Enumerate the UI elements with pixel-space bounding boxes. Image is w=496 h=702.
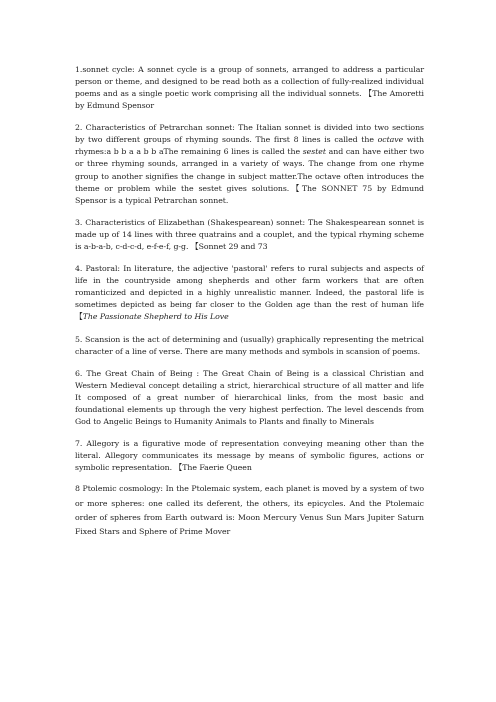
text-segment: 7. Allegory is a figurative mode of representation conveying meaning other than the literal. Allegory communicates its message by means of symbolic figures, actions or symbolic representation. 【The Faerie Queen xyxy=(75,439,424,473)
paragraph-scansion xyxy=(75,334,424,358)
text-segment: 2. Characteristics of Petrarchan sonnet: The Italian sonnet is divided into two sections by two different groups of rhyming sounds. The first 8 lines is called the xyxy=(75,123,424,145)
paragraph-pastoral xyxy=(75,263,424,323)
paragraph-ptolemic-cosmology xyxy=(75,482,424,539)
text-segment: 3. Characteristics of Elizabethan (Shakespearean) sonnet: The Shakespearean sonnet is made up of 14 lines with three quatrains and a couplet, and the typical rhyming scheme is a-b-a-b, c-d-c-d, e-f-e-f, g-g. 【Sonnet 29 and 73 xyxy=(75,217,424,252)
paragraph-sonnet-cycle xyxy=(75,64,424,112)
paragraph-allegory xyxy=(75,438,424,474)
italic-term-sestet: sestet xyxy=(302,147,326,157)
italic-term-octave: octave xyxy=(377,135,404,145)
text-segment: 4. Pastoral: In literature, the adjective 'pastoral' refers to rural subjects and aspects of life in the countryside among shepherds and other farm workers that are often romanticized and depicted in a highly unrealistic manner. Indeed, the pastoral life is sometimes depicted as being far closer to the Golden age than the rest of human life【 xyxy=(75,264,424,322)
paragraph-great-chain-of-being xyxy=(75,368,424,428)
text-segment: 1.sonnet cycle: A sonnet cycle is a group of sonnets, arranged to address a particular person or theme, and designed to be read both as a collection of fully-realized individual poems and as a single poetic work comprising all the individual sonnets. 【The Amoretti by Edmund Spensor xyxy=(75,64,424,111)
italic-title-passionate-shepherd: The Passionate Shepherd to His Love xyxy=(82,312,229,322)
text-segment: with rhymes:a b b a a b b aThe remaining 6 lines is called the xyxy=(75,135,424,157)
text-segment: 8 Ptolemic cosmology: In the Ptolemaic system, each planet is moved by a system of two or more spheres: one called its deferent, the others, its epicycles. And the Ptolemaic order of spheres from Earth outward is: Moon Mercury Venus Sun Mars Jupiter Saturn Fixed Stars and Sphere of Prime Mover xyxy=(75,484,424,536)
text-segment: and can have either two or three rhyming sounds, arranged in a variety of ways. The change from one rhyme group to another signifies the change in subject matter.The octave often introduces the theme or problem while the sestet gives solutions.【The SONNET 75 by Edmund Spensor is a typical Petrarchan sonnet. xyxy=(75,147,425,205)
text-segment: 6. The Great Chain of Being : The Great Chain of Being is a classical Christian and Western Medieval concept detailing a strict, hierarchical structure of all matter and life It composed of a great number of hierarchical links, from the most basic and foundational elements up through the very highest perfection. The level descends from God to Angelic Beings to Humanity Animals to Plants and finally to Minerals xyxy=(75,368,424,427)
text-segment: 5. Scansion is the act of determining and (usually) graphically representing the metrical character of a line of verse. There are many methods and symbols in scansion of poems. xyxy=(75,334,424,356)
paragraph-elizabethan-sonnet xyxy=(75,217,424,253)
paragraph-petrarchan-sonnet xyxy=(75,122,424,207)
